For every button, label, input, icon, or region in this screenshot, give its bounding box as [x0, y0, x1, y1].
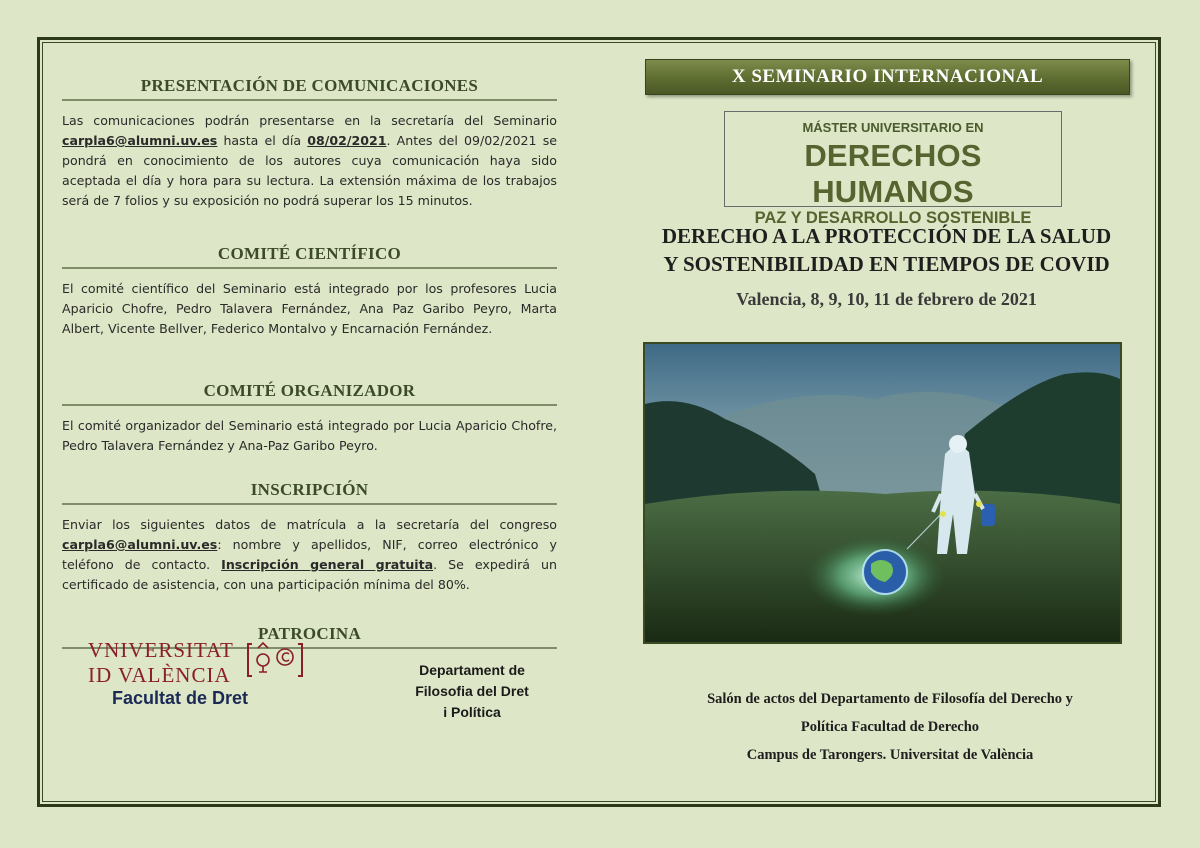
headline-line1: DERECHO A LA PROTECCIÓN DE LA SALUD: [661, 224, 1112, 248]
section-cientifico: [62, 244, 557, 339]
presentacion-text-2: hasta el día: [217, 133, 308, 148]
section-title-organizador: COMITÉ ORGANIZADOR: [62, 381, 557, 406]
seminar-dates: Valencia, 8, 9, 10, 11 de febrero de 2021: [736, 289, 1037, 309]
venue-line2: Política Facultad de Derecho: [800, 719, 980, 735]
presentacion-text: [62, 111, 557, 211]
presentacion-text-3: . Antes del 09/02/2021 se pondrá en conocimiento de los autores cuya comunicación haya sido aceptada el día y hora para su lectura. La extensión máxima de los trabajos será de 7 folios y su exposición no podrá superar los 15 minutos.: [62, 133, 558, 208]
inscripcion-email-link[interactable]: carpla6@alumni.uv.es: [62, 537, 218, 552]
uv-logo-line2: ID VALÈNCIA: [88, 663, 231, 687]
inscripcion-text: [62, 515, 557, 595]
cover-illustration: [645, 344, 1120, 642]
dept-line3: i Política: [443, 704, 501, 720]
venue-line1: Salón de actos del Departamento de Filosofía del Derecho y: [707, 691, 1073, 707]
inscripcion-text-2: : nombre y apellidos, NIF, correo electrónico y teléfono de contacto.: [62, 537, 557, 572]
dept-line2: Filosofia del Dret: [415, 683, 529, 699]
master-box: [724, 111, 1062, 227]
cientifico-text: El comité científico del Seminario está integrado por los profesores Lucia Aparicio Chofre, Pedro Talavera Fernández, Ana Paz Garibo Peyro, Marta Albert, Vicente Bellver, Federico Montalvo y Encarnación Fernández.: [62, 281, 557, 336]
section-inscripcion: [62, 480, 557, 595]
section-title-cientifico: COMITÉ CIENTÍFICO: [62, 244, 557, 269]
master-line1: MÁSTER UNIVERSITARIO EN: [802, 120, 984, 135]
venue-line3: Campus de Tarongers. Universitat de València: [746, 747, 1034, 763]
master-line3: PAZ Y DESARROLLO SOSTENIBLE: [754, 209, 1032, 227]
uv-logo-line1: VNIVERSITAT: [88, 638, 234, 662]
uv-logo-line3: Facultat de Dret: [112, 688, 249, 708]
organizador-text: El comité organizador del Seminario está integrado por Lucia Aparicio Chofre, Pedro Talavera Fernández y Ana-Paz Garibo Peyro.: [62, 418, 557, 453]
cover-photo: [643, 342, 1122, 644]
dept-line1: Departament de: [419, 662, 525, 678]
sponsor-logos: [62, 622, 557, 732]
section-title-presentacion: PRESENTACIÓN DE COMUNICACIONES: [62, 76, 557, 101]
section-organizador: [62, 381, 557, 456]
uv-logo: [88, 638, 288, 709]
seminar-headline: [645, 222, 1128, 278]
section-title-inscripcion: INSCRIPCIÓN: [62, 480, 557, 505]
seminar-banner: X SEMINARIO INTERNACIONAL: [645, 59, 1130, 95]
inscripcion-text-3: . Se expedirá un certificado de asistencia, con una participación mínima del 80%.: [62, 557, 557, 592]
master-line2: DERECHOS HUMANOS: [804, 138, 982, 209]
headline-line2: Y SOSTENIBILIDAD EN TIEMPOS DE COVID: [663, 252, 1110, 276]
venue-info: [660, 685, 1120, 769]
section-presentacion: [62, 76, 557, 211]
presentacion-email-link[interactable]: carpla6@alumni.uv.es: [62, 133, 218, 148]
inscripcion-gratuita: Inscripción general gratuita: [221, 557, 434, 572]
presentacion-text-1: Las comunicaciones podrán presentarse en la secretaría del Seminario: [62, 113, 557, 128]
inscripcion-text-1: Enviar los siguientes datos de matrícula a la secretaría del congreso: [62, 517, 557, 532]
section-title-patrocina: PATROCINA: [62, 624, 557, 649]
dept-logo: [392, 660, 552, 723]
uv-emblem-icon: [246, 640, 304, 680]
presentacion-deadline: 08/02/2021: [307, 133, 387, 148]
